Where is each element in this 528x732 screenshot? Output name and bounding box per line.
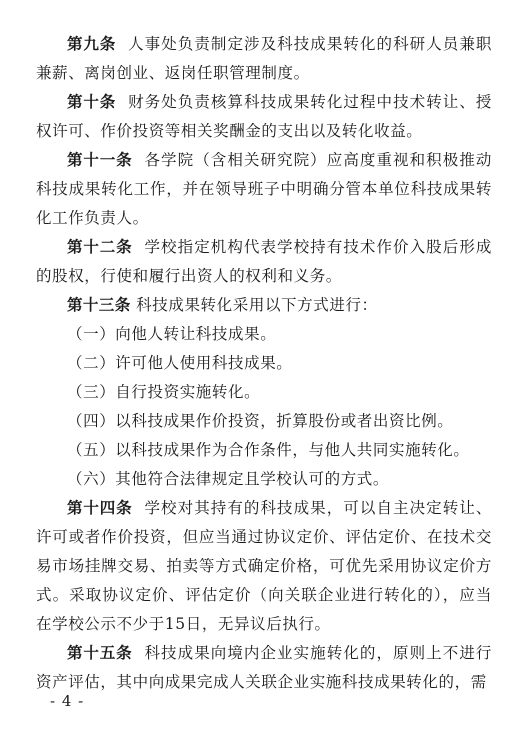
article-text: 学校对其持有的科技成果，可以自主决定转让、许可或者作价投资，但应当通过协议定价、评估定价、在技术交易市场挂牌交易、拍卖等方式确定价格，可优先采用协议定价方式。采取协议定价、评估定价（向关联企业进行转化的），应当在学校公示不少于15日，无异议后执行。 [36, 499, 492, 633]
list-item: （二）许可他人使用科技成果。 [67, 354, 293, 372]
article-heading: 第十三条 [67, 296, 131, 314]
article-heading: 第十二条 [67, 238, 133, 256]
article-text: 财务处负责核算科技成果转化过程中技术转让、授权许可、作价投资等相关奖酬金的支出以及转化收益。 [36, 93, 492, 140]
article-9 [36, 30, 492, 88]
article-text: 人事处负责制定涉及科技成果转化的科研人员兼职兼薪、离岗创业、返岗任职管理制度。 [36, 35, 492, 82]
list-item: （一）向他人转让科技成果。 [67, 325, 277, 343]
article-12 [36, 233, 492, 291]
article-15 [36, 639, 492, 697]
list-item: （六）其他符合法律规定且学校认可的方式。 [67, 470, 390, 488]
article-heading: 第十四条 [67, 499, 133, 517]
article-13 [36, 291, 492, 320]
article-text: 科技成果转化采用以下方式进行： [136, 296, 378, 314]
article-text: 各学院（含相关研究院）应高度重视和积极推动科技成果转化工作，并在领导班子中明确分管本单位科技成果转化工作负责人。 [36, 151, 492, 227]
article-heading: 第十五条 [67, 644, 133, 662]
list-item: （三）自行投资实施转化。 [67, 383, 261, 401]
article-11 [36, 146, 492, 233]
document-page [36, 30, 492, 697]
page-number: - 4 - [50, 692, 85, 710]
article-heading: 第十条 [67, 93, 117, 111]
list-item: （五）以科技成果作为合作条件，与他人共同实施转化。 [67, 441, 470, 459]
article-heading: 第十一条 [67, 151, 133, 169]
article-10 [36, 88, 492, 146]
list-item: （四）以科技成果作价投资，折算股份或者出资比例。 [67, 412, 454, 430]
article-text: 科技成果向境内企业实施转化的，原则上不进行资产评估，其中向成果完成人关联企业实施科技成果转化的，需 [36, 644, 492, 691]
article-14 [36, 494, 492, 639]
article-heading: 第九条 [67, 35, 117, 53]
article-text: 学校指定机构代表学校持有技术作价入股后形成的股权，行使和履行出资人的权利和义务。 [36, 238, 492, 285]
